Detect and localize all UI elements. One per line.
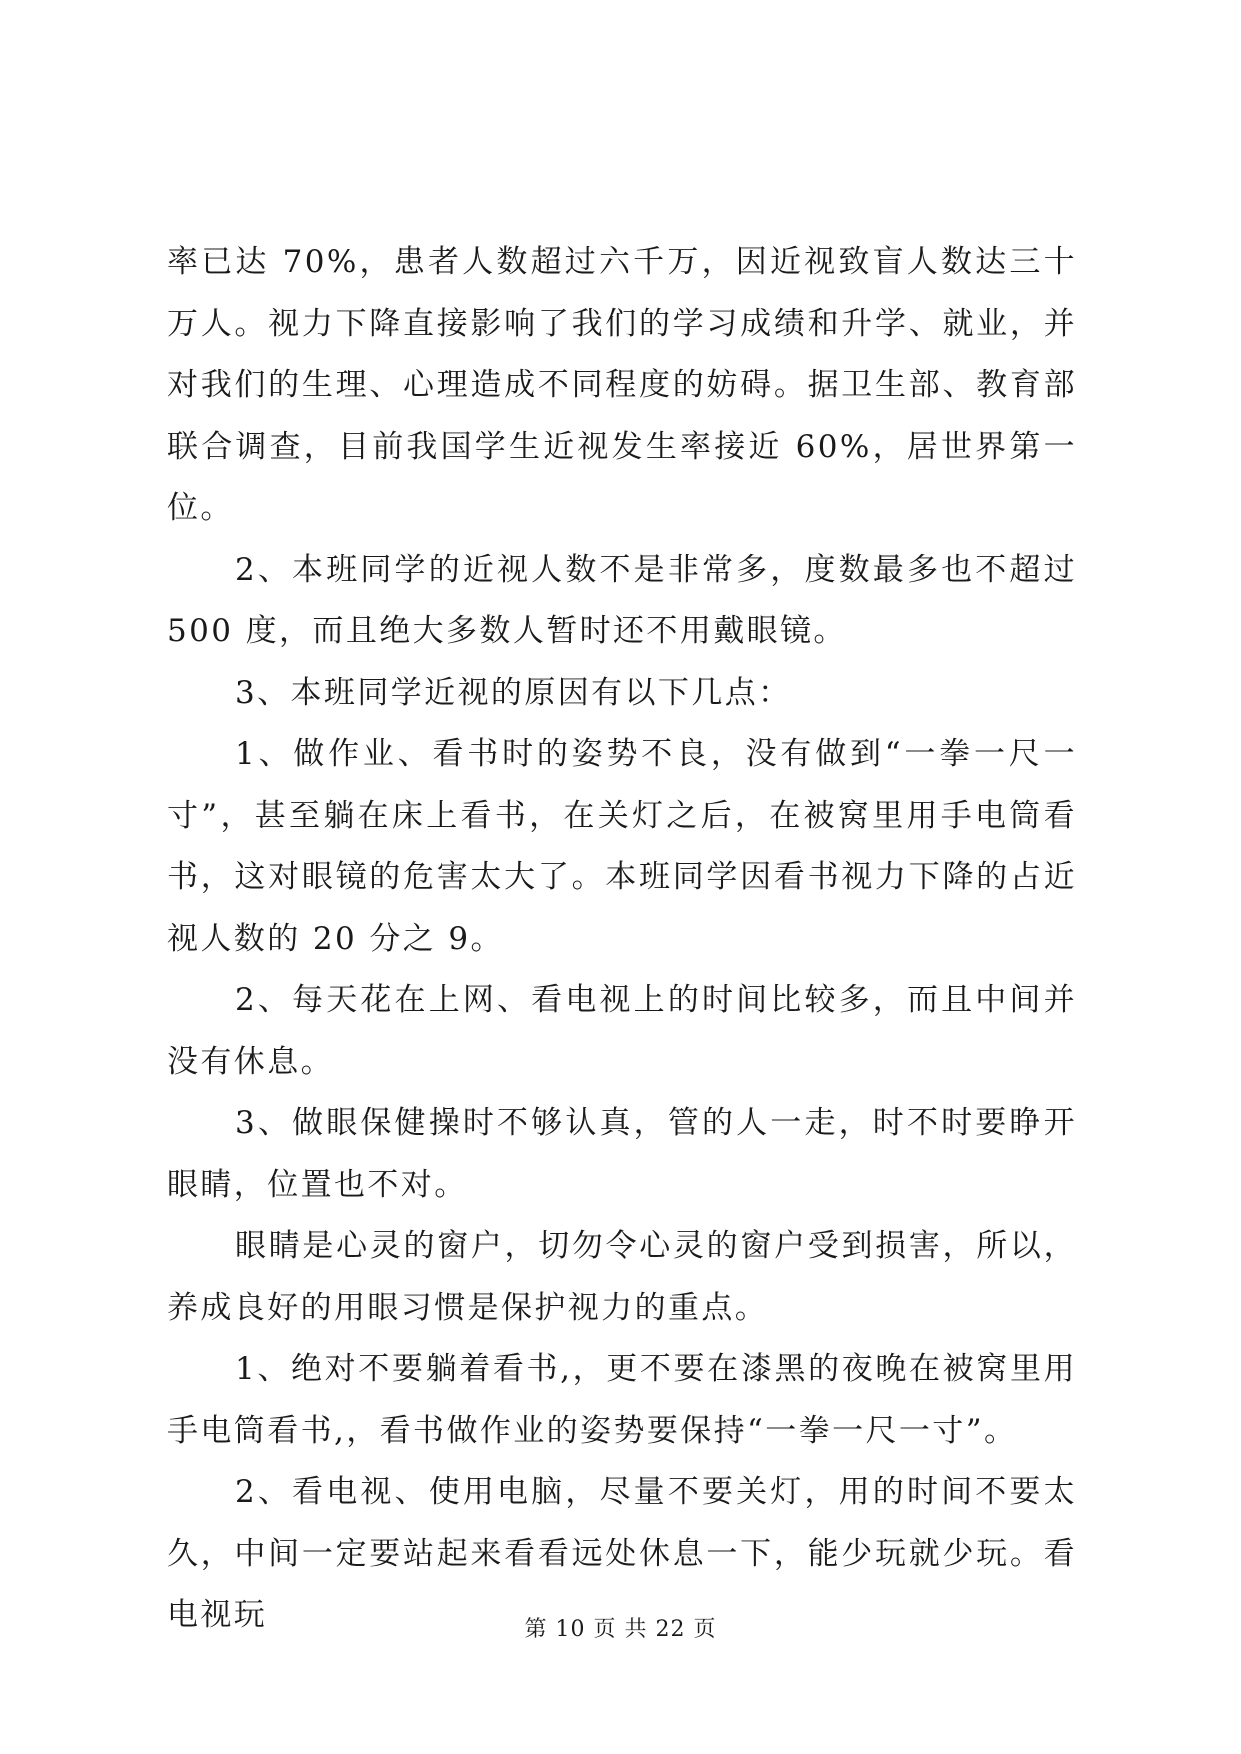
paragraph-advice-reading: 1、绝对不要躺着看书,，更不要在漆黑的夜晚在被窝里用手电筒看书,，看书做作业的姿势要保持“一拳一尺一寸”。: [167, 1351, 1077, 1449]
paragraph-cause-screen-time: 2、每天花在上网、看电视上的时间比较多，而且中间并没有休息。: [167, 982, 1077, 1080]
paragraph-class-myopia-count: 2、本班同学的近视人数不是非常多，度数最多也不超过 500 度，而且绝大多数人暂时还不用戴眼镜。: [167, 551, 1077, 649]
paragraph-cause-eye-exercise: 3、做眼保健操时不够认真，管的人一走，时不时要睁开眼睛，位置也不对。: [167, 1105, 1077, 1203]
paragraph-eyes-window: 眼睛是心灵的窗户，切勿令心灵的窗户受到损害，所以，养成良好的用眼习惯是保护视力的重点。: [167, 1228, 1077, 1326]
document-body: [167, 232, 1077, 1647]
paragraph-causes-heading: 3、本班同学近视的原因有以下几点：: [235, 674, 792, 711]
paragraph-continuation: 率已达 70%，患者人数超过六千万，因近视致盲人数达三十万人。视力下降直接影响了我们的学习成绩和升学、就业，并对我们的生理、心理造成不同程度的妨碍。据卫生部、教育部联合调查，目前我国学生近视发生率接近 60%，居世界第一位。: [167, 244, 1077, 526]
paragraph-advice-screens: 2、看电视、使用电脑，尽量不要关灯，用的时间不要太久，中间一定要站起来看看远处休息一下，能少玩就少玩。看电视玩: [167, 1474, 1077, 1633]
paragraph-cause-posture: 1、做作业、看书时的姿势不良，没有做到“一拳一尺一寸”，甚至躺在床上看书，在关灯之后，在被窝里用手电筒看书，这对眼镜的危害太大了。本班同学因看书视力下降的占近视人数的 20 分之 9。: [167, 736, 1077, 957]
page-number-footer: 第 10 页 共 22 页: [524, 1617, 717, 1642]
